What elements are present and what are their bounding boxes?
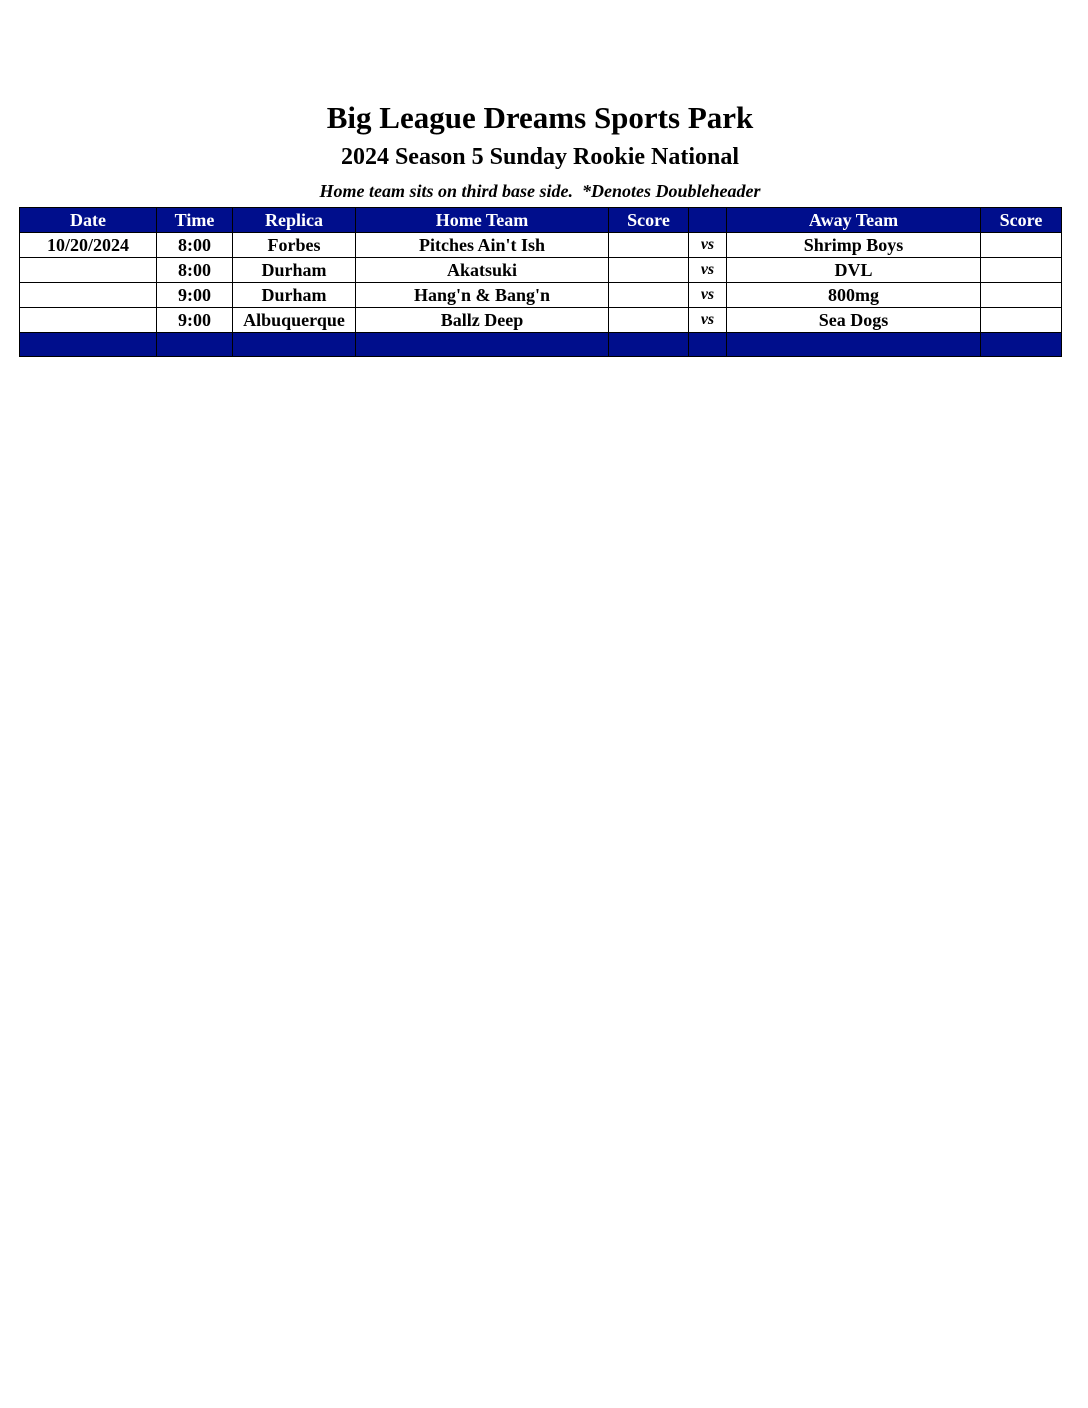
game-replica: Forbes	[233, 233, 356, 258]
home-score	[609, 233, 689, 258]
away-team: DVL	[727, 258, 981, 283]
game-replica: Durham	[233, 283, 356, 308]
away-score	[981, 283, 1062, 308]
column-header-home-score: Score	[609, 208, 689, 233]
footer-cell	[727, 333, 981, 357]
schedule-table	[19, 207, 1062, 357]
home-team: Pitches Ain't Ish	[356, 233, 609, 258]
page-header	[0, 98, 1080, 206]
page-subtitle: 2024 Season 5 Sunday Rookie National	[340, 144, 740, 170]
footer-cell	[20, 333, 157, 357]
home-team: Akatsuki	[356, 258, 609, 283]
game-replica: Durham	[233, 258, 356, 283]
versus-label: vs	[689, 283, 727, 308]
home-score	[609, 308, 689, 333]
game-time: 9:00	[157, 283, 233, 308]
away-score	[981, 258, 1062, 283]
home-score	[609, 258, 689, 283]
home-score	[609, 283, 689, 308]
game-date	[20, 283, 157, 308]
game-time: 8:00	[157, 258, 233, 283]
away-score	[981, 233, 1062, 258]
footer-cell	[609, 333, 689, 357]
table-header-row	[20, 208, 1062, 233]
column-header-time: Time	[157, 208, 233, 233]
footer-cell	[981, 333, 1062, 357]
game-date: 10/20/2024	[20, 233, 157, 258]
table-row	[20, 258, 1062, 283]
column-header-vs	[689, 208, 727, 233]
versus-label: vs	[689, 233, 727, 258]
column-header-home-team: Home Team	[356, 208, 609, 233]
versus-label: vs	[689, 258, 727, 283]
home-team: Ballz Deep	[356, 308, 609, 333]
away-team: 800mg	[727, 283, 981, 308]
page-title: Big League Dreams Sports Park	[326, 100, 754, 135]
footer-cell	[356, 333, 609, 357]
schedule-note: Home team sits on third base side. *Denotes Doubleheader	[319, 181, 761, 201]
column-header-replica: Replica	[233, 208, 356, 233]
footer-cell	[157, 333, 233, 357]
game-date	[20, 308, 157, 333]
footer-cell	[233, 333, 356, 357]
column-header-date: Date	[20, 208, 157, 233]
away-team: Shrimp Boys	[727, 233, 981, 258]
game-time: 9:00	[157, 308, 233, 333]
table-row	[20, 308, 1062, 333]
column-header-away-score: Score	[981, 208, 1062, 233]
footer-cell	[689, 333, 727, 357]
table-footer-row	[20, 333, 1062, 357]
away-score	[981, 308, 1062, 333]
column-header-away-team: Away Team	[727, 208, 981, 233]
table-row	[20, 233, 1062, 258]
table-row	[20, 283, 1062, 308]
game-time: 8:00	[157, 233, 233, 258]
game-date	[20, 258, 157, 283]
game-replica: Albuquerque	[233, 308, 356, 333]
away-team: Sea Dogs	[727, 308, 981, 333]
versus-label: vs	[689, 308, 727, 333]
home-team: Hang'n & Bang'n	[356, 283, 609, 308]
